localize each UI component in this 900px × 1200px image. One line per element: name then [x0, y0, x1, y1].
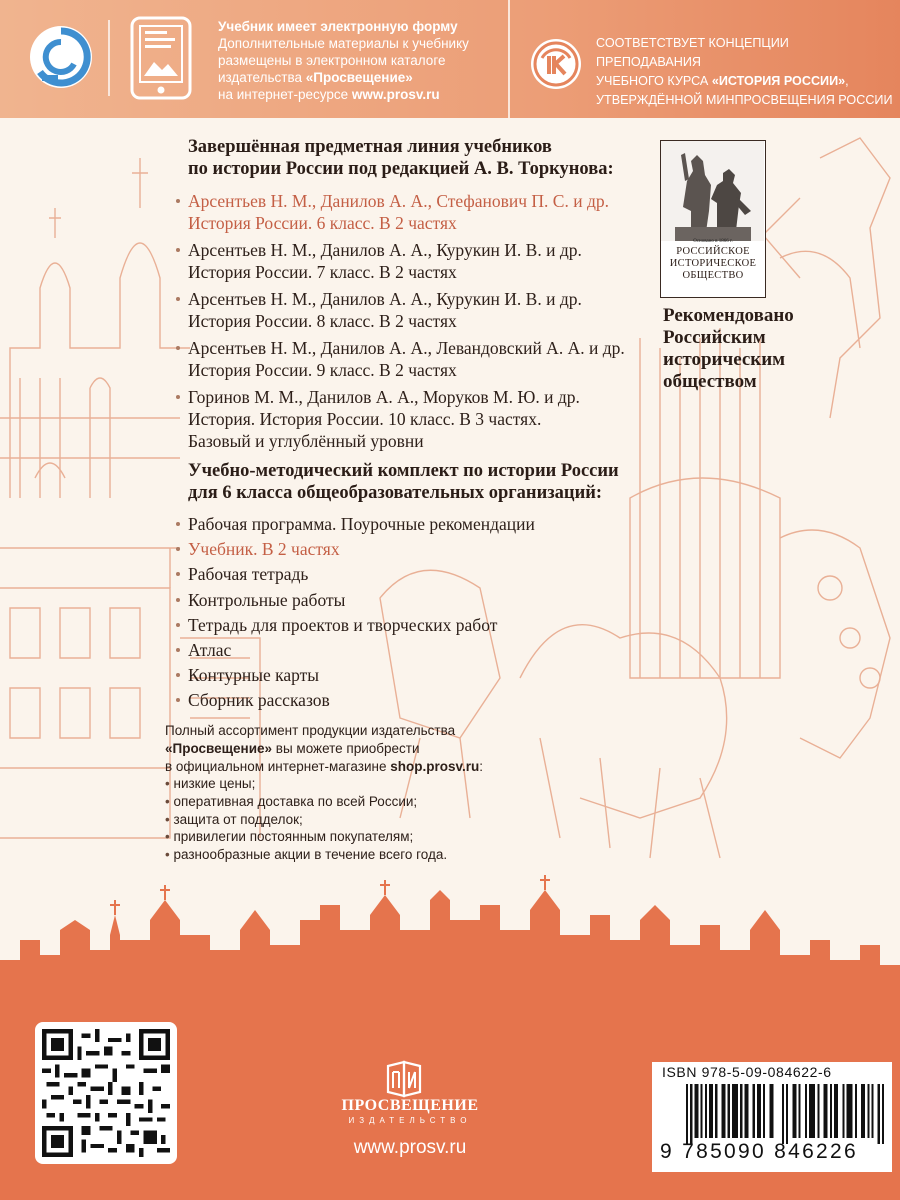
book-authors: Горинов М. М., Данилов А. А., Моруков М. Ю. и др. [188, 387, 580, 407]
book-title: История России. 7 класс. В 2 частях [188, 262, 457, 282]
eform-line: размещены в электронном каталоге [218, 53, 446, 68]
kit-item: Атлас [188, 639, 608, 661]
kit-title [188, 460, 619, 504]
recommended-line: Российским [663, 327, 766, 348]
book-item [188, 337, 648, 381]
qr-code[interactable] [35, 1022, 177, 1164]
benefit-list [165, 775, 447, 864]
logo-separator [108, 20, 110, 96]
kit-title-line: Учебно-методический комплект по истории России [188, 461, 619, 481]
rio-caption-line: ИСТОРИЧЕСКОЕ [669, 258, 757, 269]
eform-info [218, 18, 508, 103]
benefit-item: • защита от подделок; [165, 811, 447, 829]
eform-line [218, 69, 508, 86]
banner-divider [508, 0, 510, 118]
concept-text: , [845, 74, 849, 88]
series-title [188, 136, 614, 180]
shop-line-text: в официальном интернет-магазине [165, 759, 391, 774]
barcode-icon [686, 1084, 884, 1144]
shop-line: Полный ассортимент продукции издательства [165, 723, 456, 738]
shop-line-text: : [479, 759, 484, 774]
recommended-line: историческим [663, 349, 786, 370]
book-authors: Арсентьев Н. М., Данилов А. А., Левандовский А. А. и др. [188, 338, 625, 358]
book-item [188, 288, 648, 332]
ik-logo-icon [530, 38, 582, 90]
eform-title: Учебник имеет электронную форму [218, 19, 458, 34]
rio-founded: Основано в 1866 г. [693, 239, 733, 244]
recommended-note [663, 305, 863, 393]
book-authors: Арсентьев Н. М., Данилов А. А., Курукин И. В. и др. [188, 240, 582, 260]
rio-caption-line: РОССИЙСКОЕ [676, 246, 750, 257]
book-title: История России. 8 класс. В 2 частях [188, 311, 457, 331]
eform-logo-icon [28, 22, 94, 92]
concept-text: УЧЕБНОГО КУРСА [596, 74, 712, 88]
shop-line [165, 740, 545, 758]
recommended-line: Рекомендовано [663, 305, 794, 326]
rio-caption-line: ОБЩЕСТВО [682, 270, 744, 281]
kit-item: Контурные карты [188, 664, 608, 686]
book-authors: Арсентьев Н. М., Данилов А. А., Курукин И. В. и др. [188, 289, 582, 309]
book-level: Базовый и углублённый уровни [188, 431, 424, 451]
book-list [188, 190, 648, 457]
kit-item: Учебник. В 2 частях [188, 538, 608, 560]
benefit-item: • низкие цены; [165, 775, 447, 793]
book-title: История. История России. 10 класс. В 3 частях. [188, 409, 542, 429]
prosv-logo-icon [384, 1060, 424, 1098]
eform-line-text: на интернет-ресурсе [218, 87, 352, 102]
kit-item: Тетрадь для проектов и творческих работ [188, 614, 608, 636]
book-item [188, 239, 648, 283]
rio-caption [662, 246, 764, 282]
website-link[interactable]: www.prosv.ru [351, 87, 440, 102]
concept-line: СООТВЕТСТВУЕТ КОНЦЕПЦИИ ПРЕПОДАВАНИЯ [596, 36, 789, 69]
book-authors: Арсентьев Н. М., Данилов А. А., Стефанович П. С. и др. [188, 191, 609, 211]
kit-item: Контрольные работы [188, 589, 608, 611]
course-name: «ИСТОРИЯ РОССИИ» [711, 74, 846, 88]
barcode-digits: 9 785090 846226 [660, 1140, 858, 1163]
kit-title-line: для 6 класса общеобразовательных организаций: [188, 483, 603, 503]
series-title-line: по истории России под редакцией А. В. Торкунова: [188, 159, 614, 179]
kit-item: Рабочая программа. Поурочные рекомендации [188, 513, 608, 535]
shop-info [165, 722, 545, 776]
kit-item: Рабочая тетрадь [188, 563, 608, 585]
concept-statement [596, 34, 896, 110]
concept-line [596, 72, 896, 91]
publisher-name: ПРОСВЕЩЕНИЕ [341, 1097, 479, 1114]
rio-monument-icon [661, 141, 764, 241]
eform-line-text: издательства [218, 70, 306, 85]
isbn-label: ISBN 978-5-09-084622-6 [662, 1064, 832, 1080]
concept-line: УТВЕРЖДЁННОЙ МИНПРОСВЕЩЕНИЯ РОССИИ [596, 93, 893, 107]
publisher-subtitle: ИЗДАТЕЛЬСТВО [348, 1116, 472, 1125]
book-title: История России. 9 класс. В 2 частях [188, 360, 457, 380]
publisher-name: «Просвещение» [165, 741, 273, 756]
shop-line [165, 758, 545, 776]
tablet-icon [130, 16, 192, 100]
book-item [188, 386, 648, 452]
benefit-item: • привилегии постоянным покупателям; [165, 828, 447, 846]
benefit-item: • разнообразные акции в течение всего года. [165, 846, 447, 864]
series-title-line: Завершённая предметная линия учебников [188, 137, 552, 157]
shop-line-text: вы можете приобрести [272, 741, 420, 756]
publisher-link-text: «Просвещение» [305, 70, 413, 85]
kit-list [188, 513, 608, 715]
kit-item: Сборник рассказов [188, 689, 608, 711]
qr-code-icon [42, 1029, 170, 1157]
recommended-line: обществом [663, 371, 757, 392]
eform-line [218, 86, 508, 103]
book-item [188, 190, 648, 234]
publisher-url[interactable]: www.prosv.ru [353, 1137, 467, 1158]
shop-link[interactable]: shop.prosv.ru [390, 759, 480, 774]
benefit-item: • оперативная доставка по всей России; [165, 793, 447, 811]
book-title: История России. 6 класс. В 2 частях [188, 213, 457, 233]
eform-line: Дополнительные материалы к учебнику [218, 36, 469, 51]
